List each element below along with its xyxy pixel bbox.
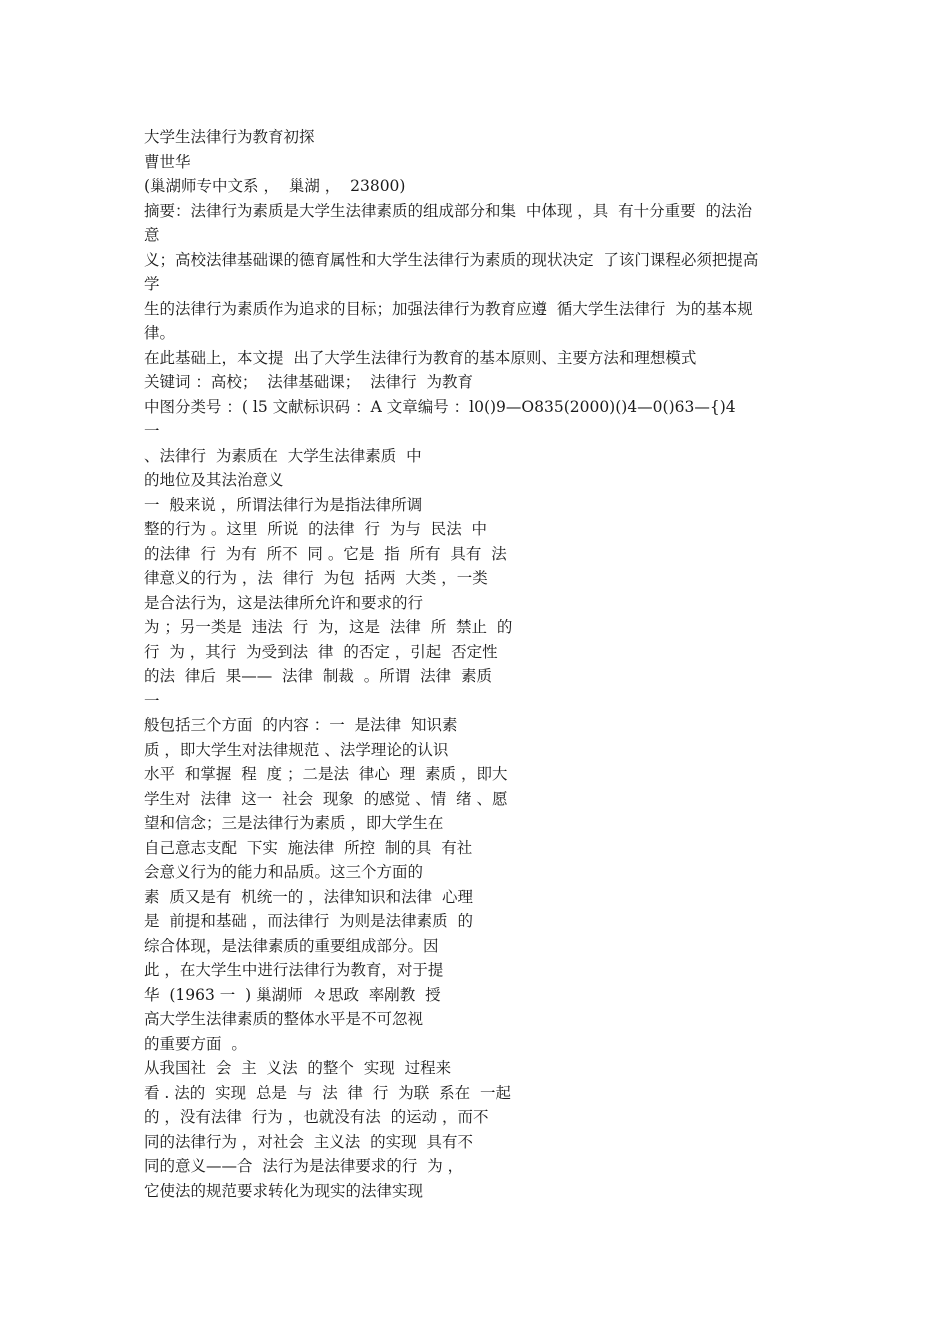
classification-line: 中图分类号 ：( l5 文献标识码 ：A 文章编号 ：l0()9—O835(2000)()4—0()63—{)4 (144, 397, 736, 416)
text-line: 望和信念；三是法律行为素质 ，即大学生在 (144, 814, 444, 832)
text-line: 的重要方面 。 (144, 1034, 247, 1053)
document-page (144, 125, 824, 1203)
text-line: 生的法律行为素质作为追求的目标；加强法律行为教育应遵 循大学生法律行 为的基本规 (144, 299, 753, 318)
text-line: 义；高校法律基础课的德育属性和大学生法律行为素质的现状决定 了该门课程必须把提高 (144, 250, 759, 269)
text-line: 的 ，没有法律 行为 ，也就没有法 的运动 ，而不 (144, 1108, 489, 1126)
text-line: 同的意义——合 法行为是法律要求的行 为 ， (144, 1157, 464, 1175)
text-line: 行 为 ，其行 为受到法 律 的否定 ，引起 否定性 (144, 642, 498, 661)
text-line: 是 前提和基础 ，而法律行 为则是法律素质 的 (144, 912, 473, 930)
text-line: 自己意志支配 下实 施法律 所控 制的具 有社 (144, 838, 473, 857)
author-name: 曹世华 (144, 152, 191, 171)
text-line: 律意义的行为 ，法 律行 为包 括两 大类 ，一类 (144, 569, 488, 587)
section-heading: 的地位及其法治意义 (144, 471, 284, 489)
text-line: 高大学生法律素质的整体水平是不可忽视 (144, 1010, 424, 1028)
keywords-line: 关键词 ：高校； 法律基础课； 法律行 为教育 (144, 373, 473, 391)
text-line: 般包括三个方面 的内容 ：一 是法律 知识素 (144, 716, 458, 734)
text-line: 在此基础上，本文提 出了大学生法律行为教育的基本原则、主要方法和理想模式 (144, 348, 697, 367)
text-line: 律。 (144, 324, 176, 342)
text-line: 水平 和掌握 程 度 ；二是法 律心 理 素质 ，即大 (144, 765, 508, 783)
text-line: 综合体现，是法律素质的重要组成部分。因 (144, 936, 439, 955)
text-line: 会意义行为的能力和品质。这三个方面的 (144, 863, 424, 881)
text-line: 从我国社 会 主 义法 的整个 实现 过程来 (144, 1059, 452, 1077)
author-affiliation: (巢湖师专中文系 ， 巢湖 ， 23800) (144, 177, 406, 195)
text-line: 它使法的规范要求转化为现实的法律实现 (144, 1181, 424, 1200)
text-line: 一 (144, 691, 160, 710)
text-line: 意 (144, 226, 160, 244)
text-line: 摘要：法律行为素质是大学生法律素质的组成部分和集 中体现 ，具 有十分重要 的法治 (144, 201, 752, 220)
text-line: 的法律 行 为有 所不 同 。它是 指 所有 具有 法 (144, 544, 507, 563)
text-line: 学生对 法律 这一 社会 现象 的感觉 、情 绪 、愿 (144, 789, 508, 808)
text-line: 同的法律行为 ，对社会 主义法 的实现 具有不 (144, 1132, 473, 1151)
author-note-line: 华 (1963 一 ) 巢湖师 々思政 率剐教 授 (144, 985, 441, 1004)
text-line: 素 质又是有 机统一的 ，法律知识和法律 心理 (144, 887, 473, 906)
text-line: 一 般来说 ，所谓法律行为是指法律所调 (144, 495, 423, 514)
text-line: 为 ；另一类是 违法 行 为，这是 法律 所 禁止 的 (144, 618, 513, 636)
text-line: 一 (144, 422, 160, 440)
text-line: 此 ，在大学生中进行法律行为教育，对于提 (144, 961, 444, 979)
text-line: 质 ，即大学生对法律规范 、法学理论的认识 (144, 740, 449, 759)
text-line: 是合法行为，这是法律所允许和要求的行 (144, 593, 424, 612)
text-line: 学 (144, 275, 160, 293)
section-heading: 、法律行 为素质在 大学生法律素质 中 (144, 446, 422, 465)
text-line: 的法 律后 果—— 法律 制裁 。所谓 法律 素质 (144, 667, 492, 685)
text-line: 看 . 法的 实现 总是 与 法 律 行 为联 系在 一起 (144, 1083, 511, 1102)
article-title: 大学生法律行为教育初探 (144, 128, 315, 146)
text-line: 整的行为 。这里 所说 的法律 行 为与 民法 中 (144, 520, 488, 538)
